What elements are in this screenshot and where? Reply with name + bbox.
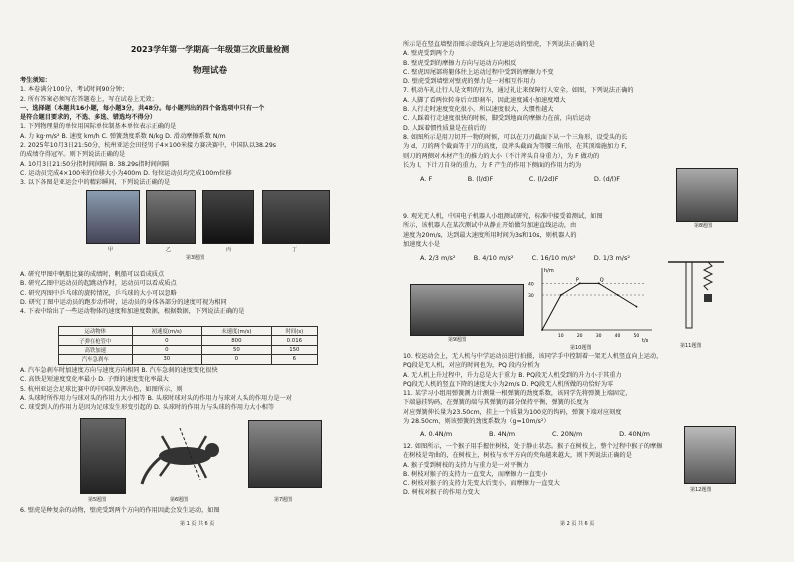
sailboat-photo <box>86 190 140 244</box>
option: B. 人行走时速度变化很小，所以速度很大，大惯性越大 <box>403 106 554 114</box>
table-cell: 30 <box>132 355 202 364</box>
figure-caption-7: 第7题图 <box>274 497 293 503</box>
table-row <box>59 336 318 345</box>
page-footer-left: 第 1 页 共 6 页 <box>180 521 215 527</box>
y-tick-label: 30 <box>528 294 534 299</box>
spring-figure <box>664 258 728 338</box>
q9-options <box>420 254 630 262</box>
text-line: 长为 l，下计刀自身的重力，力 F 产生的作用下侧面的作用力约为 <box>403 161 582 169</box>
data-point <box>579 282 581 284</box>
table-cell: 6 <box>271 355 317 364</box>
option: A. F <box>420 175 433 183</box>
shoe-photo <box>248 420 322 488</box>
option: D. 研究丁图中运动员的跑步动作时，运动员的身体各部分的速度可视为相同 <box>20 298 227 306</box>
table-cell: 汽车急刹车 <box>59 355 133 364</box>
option: C. 20N/m <box>552 430 583 438</box>
option: C. 高铁是短速度变化率最小 D. 子弹的速度变化率最大 <box>20 376 169 384</box>
figure-label-jia: 甲 <box>108 247 114 253</box>
monkey-photo <box>684 426 736 484</box>
text-line: 1. 本卷满分100分，考试时间90分钟； <box>20 86 128 94</box>
exam-title: 2023学年第一学期高一年级第三次质量检测 <box>130 45 290 54</box>
text-line: 一、选择题（本题共16小题，每小题3分，共48分。每小题列出的四个备选项中只有一个 <box>20 104 265 112</box>
table-cell: 150 <box>271 345 317 354</box>
option: A. 研究甲图中帆船比赛的成绩时，帆船可以看成质点 <box>20 271 165 278</box>
axe-photo <box>676 168 738 222</box>
option: D. 1/3 m/s² <box>593 254 630 262</box>
option: A. 人脚了看两位转身后立即刹车，因此速度减小加速度增大 <box>403 96 566 104</box>
figure-label-ding: 丁 <box>292 247 298 253</box>
figure-caption-9: 第9题图 <box>448 337 467 343</box>
q4-q5-text <box>20 366 392 412</box>
option: D. 壁虎受到墙壁对壁虎的弹力是一对相互作用力 <box>403 78 536 86</box>
x-tick-label: 40 <box>614 334 621 339</box>
option: C. 球受到人的作用力是因为足球发生形变引起的 D. 头球时的作用力与头球的作用力大小相等 <box>20 404 275 412</box>
option: D. 40N/m <box>619 430 650 438</box>
option: B. 树枝对猴子的支持力一直变大，而摩擦力一直变小 <box>403 470 548 478</box>
table-cell: 0.016 <box>271 336 317 345</box>
option: B. 壁虎受到的摩擦力方向与运动方向相反 <box>403 59 517 67</box>
question-2: 2. 2025年10月3日21:50分，杭州亚运会田径男子4×100米接力赛决赛中，中国队以38.29s <box>20 142 277 150</box>
option: B. 研究乙图中运动员的起跳动作时，运动员可以看成质点 <box>20 280 177 288</box>
figure-caption-3: 第3题图 <box>186 255 205 261</box>
x-tick-label: 10 <box>557 334 564 339</box>
text-line: A. 10月3日21:50分指时间间隔 B. 38.29s指时间间隔 <box>20 160 170 168</box>
option: C. 人踩着行走速度很快的时候，脚受到地面的摩擦力在前，向后运动 <box>403 115 591 123</box>
diver-photo <box>146 190 196 244</box>
text-line: 则刀的两侧对木材产生的推力的大小（不计斧头自身重力），为 F 做功的 <box>403 152 600 160</box>
y-tick-label: 40 <box>528 282 534 288</box>
left-column <box>20 76 392 188</box>
question-5: 5. 杭州亚运会足球比赛中的中国队发挥出色，如图所示，则 <box>20 385 183 393</box>
data-point <box>541 329 543 331</box>
figure-caption-12: 第12题图 <box>690 487 712 493</box>
text-line: A. 力 kg·m/s² B. 速度 km/h C. 弹簧劲度系数 N/kg D. 滑动摩擦系数 N/m <box>20 132 226 140</box>
exam-subtitle: 物理试卷 <box>192 66 227 76</box>
runner-photo <box>262 190 330 244</box>
figure-caption-5: 第5题图 <box>88 497 107 503</box>
velocity-table <box>58 326 318 365</box>
question-3: 3. 以下各图是亚运会中的精彩瞬间，下列说法正确的是 <box>20 179 171 187</box>
header-ball-photo <box>80 418 126 494</box>
text-line: 为 d，刀的两个截面等于刀的高度，设斧头截面为等腰三角形，在其顶端施加力 F， <box>403 143 631 151</box>
text-line: 加速度大小是 <box>403 240 441 248</box>
option: A. 2/3 m/s² <box>420 254 456 262</box>
text-line: 的成绩夺得冠军。则下列说法正确的是 <box>20 151 126 159</box>
x-tick-label: 50 <box>633 334 640 339</box>
table-row <box>59 345 318 354</box>
option: A. 无人机上升过程中，升力总是大于重力 B. PQ段无人机受到的升力小于其重力 <box>403 371 622 379</box>
table-header: 末速度(m/s) <box>202 327 272 336</box>
data-point <box>560 294 562 296</box>
table-cell: 0 <box>132 345 202 354</box>
text-line: 所示，该机器人在某次测试中从静止开始做匀加速直线运动，由 <box>403 222 577 230</box>
option: C. 壁虎因尾部将躯体往上运动过程中受到的摩擦力不变 <box>403 68 554 76</box>
text-line: 下端悬挂钩码，在弹簧的端与其弹簧的部分保持平衡，弹簧的长度为 <box>403 399 589 407</box>
question-12: 12. 如图所示，一个猴子用手握住树枝，处于静止状态。猴子在树枝上，整个过程中猴子的摩擦 <box>403 443 663 450</box>
q3-options <box>20 270 392 316</box>
question-1: 1. 下列物理量的单位用国际单位制基本单位表示正确的是 <box>20 123 177 131</box>
q11-options <box>420 430 650 438</box>
data-point <box>636 306 638 308</box>
question-7: 7. 机动车礼让行人是文明的行为，通过礼让来保障行人安全。如图，下列说法正确的 <box>403 87 634 95</box>
q8-options <box>420 175 620 183</box>
option: A. 汽车急刹车时加速度方向与速度方向相同 B. 汽车急刹的速度变化很快 <box>20 367 218 374</box>
option: B. 4/10 m/s² <box>473 254 514 262</box>
option: A. 0.4N/m <box>420 430 453 438</box>
text-line: C. 运动员完成4×100米的位移大小为400m D. 每位运动员均完成100m位移 <box>20 169 232 177</box>
text-line: 为 28.50cm，则该弹簧的劲度系数为（g=10m/s²） <box>403 418 550 426</box>
right-column <box>403 40 775 170</box>
text-line: 2. 所有答案必须写在答题卷上，写在试卷上无效； <box>20 95 158 103</box>
option: D. (d/l)F <box>593 175 620 183</box>
figure-caption-11: 第11题图 <box>680 343 702 349</box>
option: PQ段无人机的竖直下降的速度大小为2m/s D. PQ段无人机所做的功恰好为零 <box>403 380 614 388</box>
option: C. 16/10 m/s² <box>531 254 576 262</box>
table-row <box>59 355 318 364</box>
option: C. 研究丙图中乒乓球的旋转情况，乒乓球的大小可以忽略 <box>20 289 177 297</box>
page-footer-right: 第 2 页 共 6 页 <box>560 521 595 527</box>
point-label-q: Q <box>599 277 604 284</box>
q6-start <box>20 506 392 515</box>
height-time-chart <box>528 264 658 344</box>
y-axis-label: h/m <box>544 268 554 274</box>
option: D. 树枝对猴子的作用力变大 <box>403 489 480 497</box>
table-cell: 0 <box>132 336 202 345</box>
q9-text <box>403 212 667 249</box>
figure-label-bing: 丙 <box>226 247 232 253</box>
text-line: PQ段是无人机，对应的时间也为，PQ 段内分析为 <box>403 362 540 370</box>
option: A. 头球时所作用力与球对头的作用力大小相等 B. 头球时球对头的作用力与球对人头的作用力是一对 <box>20 394 292 402</box>
text-line: 在树枝是弯曲的，在树枝上，树枝与水平方向的夹角越来越大，则下列说法正确的是 <box>403 452 632 460</box>
text-line: 对应弹簧伸长量为23.50cm，挂上一个质量为100克的钩码，弹簧下端对应刻度 <box>403 408 622 416</box>
robot-dog-photo <box>410 284 524 336</box>
option: B. 4N/m <box>489 430 516 438</box>
figure-caption-6: 第6题图 <box>170 497 189 503</box>
x-tick-label: 20 <box>576 334 583 339</box>
text-line: 是符合题目要求的，不选、多选、错选均不得分） <box>20 114 157 122</box>
question-4: 4. 下表中给出了一些运动物体的速度和加速度数据，根据数据，下列说法正确的是 <box>20 308 245 316</box>
point-label-p: P <box>575 277 579 284</box>
table-cell: 800 <box>202 336 272 345</box>
question-11: 11. 某学习小组用弹簧测力计测量一根弹簧的劲度系数，该同学先将弹簧上端固定， <box>403 390 632 398</box>
figure-label-yi: 乙 <box>166 247 172 253</box>
table-cell: 50 <box>202 345 272 354</box>
text-line: 考生须知： <box>20 77 51 84</box>
figure-caption-8: 第8题图 <box>694 223 713 229</box>
q10-q11-text <box>403 352 675 426</box>
table-tennis-photo <box>202 190 254 244</box>
question-10: 10. 校运动会上，无人机与中学运动员进行拍摄，该同学手中控制着一架无人机竖直向上运动， <box>403 353 663 360</box>
series-line <box>542 283 637 330</box>
text-line: 速度为20m/s，达到最大速度所用时间为3s和10s，则机器人的 <box>403 231 577 239</box>
table-header: 初速度(m/s) <box>132 327 202 336</box>
table-header: 时间(s) <box>271 327 317 336</box>
text-line: 所示是在竖直墙壁沿图示虚线向上匀速运动的壁虎，下列说法正确的是 <box>403 41 595 48</box>
figure-caption-10: 第10题图 <box>570 345 592 351</box>
table-cell: 高铁加速 <box>59 345 133 354</box>
option: B. (l/d)F <box>467 175 494 183</box>
data-point <box>617 294 619 296</box>
option: A. 猴子受到树枝的支持力与重力是一对平衡力 <box>403 461 529 469</box>
question-6: 6. 壁虎是种复杂的动物，壁虎受到两个方向的作用因此会发生运动，如图 <box>20 507 220 514</box>
option: D. 人踩着惯性质量是在前后的 <box>403 124 486 132</box>
x-tick-label: 30 <box>595 334 602 339</box>
table-cell: 子弹在枪管中 <box>59 336 133 345</box>
option: C. (l/2d)F <box>528 175 559 183</box>
question-9: 9. 观光无人机，中国电子机器人小组测试研究，标准中接受着测试，如图 <box>403 213 603 220</box>
table-header: 运动物体 <box>59 327 133 336</box>
table-header-row <box>59 327 318 336</box>
q12-text <box>403 442 675 498</box>
table-cell: 0 <box>202 355 272 364</box>
option: C. 树枝对猴子的支持力先变大后变小，而摩擦力一直变大 <box>403 480 560 488</box>
gecko-drawing <box>140 420 230 490</box>
x-axis-label: t/s <box>642 338 649 344</box>
question-8: 8. 如图所示是用刀切开一物的时候，可以在刀刃截面下从一个三角形，设受头的长 <box>403 133 628 141</box>
option: A. 壁虎受到两个力 <box>403 50 455 58</box>
